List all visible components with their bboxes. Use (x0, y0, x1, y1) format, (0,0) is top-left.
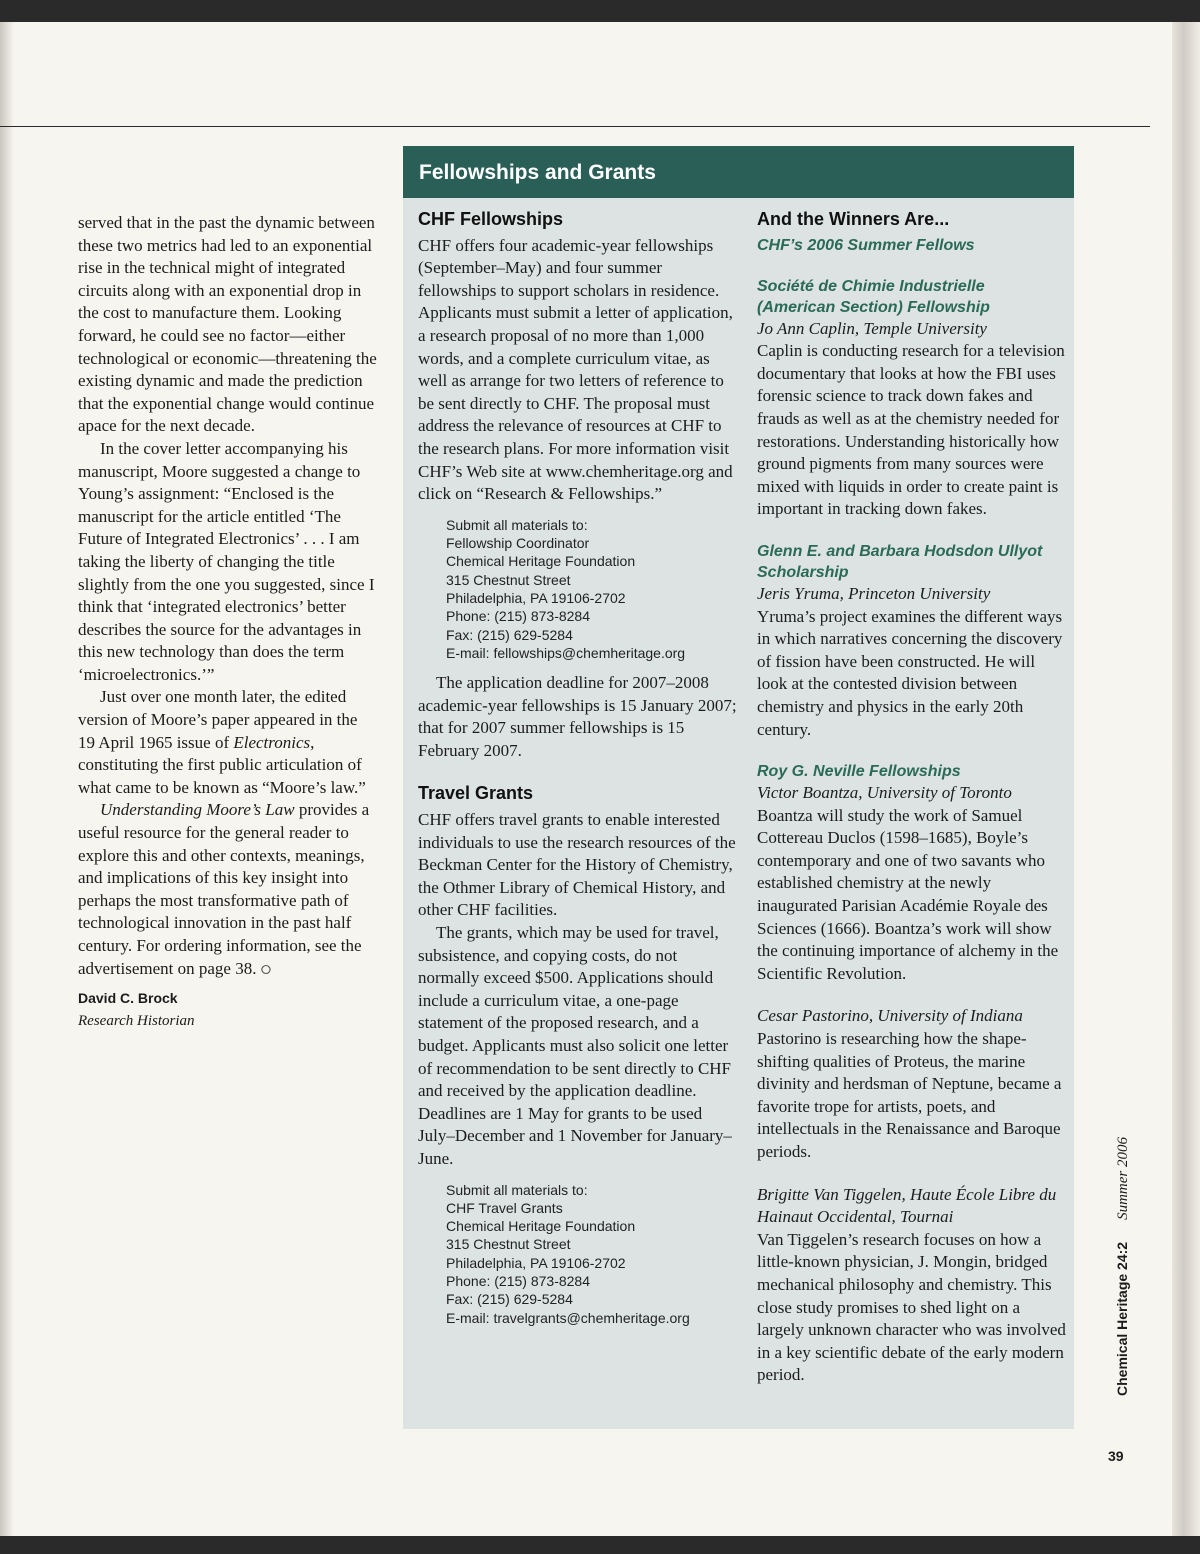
fellow-description: Pastorino is researching how the shape-shifting qualities of Proteus, the marine divinity and herdsman of Neptune, became a favorite trope for artists, poets, and intellectuals in the Renaissance and Baroque periods. (757, 1029, 1062, 1161)
address-line: Fellowship Coordinator (446, 535, 590, 552)
address-line: Chemical Heritage Foundation (446, 1218, 636, 1235)
travel-grants-body: CHF offers travel grants to enable interested individuals to use the research resources of the Beckman Center for the History of Chemistry, the Othmer Library of Chemical History, and other CHF facilities. (418, 810, 736, 920)
address-line: Philadelphia, PA 19106-2702 (446, 1254, 626, 1271)
fellowships-heading: CHF Fellowships (418, 209, 564, 229)
address-line: E-mail: travelgrants@chemheritage.org (446, 1309, 690, 1326)
issue-season: Summer 2006 (1115, 1137, 1131, 1220)
address-line: Submit all materials to: (446, 516, 588, 533)
fellow-description: Boantza will study the work of Samuel Cottereau Duclos (1598–1685), Boyle’s contemporary and one of two savants who established chemistry at the newly inaugurated Parisian Académie Royale des Sciences (1666). Boantza’s work will show the continuing importance of alchemy in the Scientific Revolution. (757, 805, 1059, 983)
article-paragraph: served that in the past the dynamic between these two metrics had led to an exponential rise in the technical might of integrated circuits along with an exponential drop in the cost to manufacture them. Looking forward, he could see no factor—either technological or economic—threatening the existing dynamic and made the prediction that the exponential change would continue apace for the next decade. (78, 213, 377, 436)
publication-title: Electronics (233, 732, 311, 752)
magazine-issue: Chemical Heritage 24:2 (1114, 1241, 1130, 1396)
sidebar-column-left (418, 208, 738, 1337)
header-rule (0, 126, 1150, 127)
address-line: Fax: (215) 629-5284 (446, 1291, 573, 1308)
sidebar-column-right (757, 208, 1067, 1387)
address-line: Chemical Heritage Foundation (446, 553, 636, 570)
article-column (78, 212, 378, 1032)
fellow-name: Brigitte Van Tiggelen, Haute École Libre du Hainaut Occidental, Tournai (757, 1184, 1057, 1227)
article-paragraph (78, 799, 378, 981)
paragraph-text: Just over one month later, the edited version of Moore’s paper appeared in the 19 April 1965 issue of (78, 687, 358, 752)
fellowship-address (446, 516, 738, 662)
running-footer (1098, 1056, 1130, 1396)
book-title: Understanding Moore’s Law (100, 800, 295, 820)
address-line: 315 Chestnut Street (446, 571, 571, 588)
end-of-article-icon: ⭘ (260, 961, 272, 977)
address-line: 315 Chestnut Street (446, 1236, 571, 1253)
address-line: Philadelphia, PA 19106-2702 (446, 589, 626, 606)
paragraph-text: , constituting the first public articulation of what came to be known as “Moore’s law.” (78, 732, 366, 797)
address-line: Fax: (215) 629-5284 (446, 626, 573, 643)
fellowships-body: CHF offers four academic-year fellowships (September–May) and four summer fellowships to support scholars in residence. Applicants must submit a letter of application, a research proposal of no more than 1,000 words, and a complete curriculum vitae, as well as arrange for two letters of reference to be sent directly to CHF. The proposal must address the relevance of resources at CHF to the research plans. For more information visit CHF’s Web site at www.chemheritage.org and click on “Research & Fellowships.” (418, 235, 733, 504)
travel-grants-heading: Travel Grants (418, 783, 534, 804)
article-paragraph (78, 686, 378, 799)
address-line: Phone: (215) 873-8284 (446, 1273, 590, 1290)
spine-shadow (0, 22, 14, 1536)
sidebar-title: Fellowships and Grants (403, 146, 1074, 198)
fellowship-name: Société de Chimie Industrielle (American Section) Fellowship (757, 277, 990, 316)
fellow-description: Caplin is conducting research for a television documentary that looks at how the FBI uses forensic science to track down fakes and frauds as well as at the chemistry needed for restorations. Understanding historically how ground pigments from many sources were mixed with liquids in order to create paint is important in tracking down fakes. (757, 341, 1065, 519)
fellowships-deadline: The application deadline for 2007–2008 academic-year fellowships is 15 January 2007; that for 2007 summer fellowships is 15 February 2007. (418, 673, 737, 760)
paragraph-text: provides a useful resource for the general reader to explore this and other contexts, meanings, and implications of this key insight into perhaps the most transformative path of technological innovation in the past half century. For ordering information, see the advertisement on page 38. (78, 800, 370, 978)
fellowship-name: Roy G. Neville Fellowships (757, 763, 961, 781)
address-line: CHF Travel Grants (446, 1199, 563, 1216)
fellow-name: Cesar Pastorino, University of Indiana (757, 1006, 1023, 1026)
fellow-name: Jo Ann Caplin, Temple University (757, 318, 987, 338)
author-title: Research Historian (78, 1012, 195, 1029)
fellow-name: Jeris Yruma, Princeton University (757, 583, 991, 603)
author-name: David C. Brock (78, 990, 178, 1007)
fellow-name: Victor Boantza, University of Toronto (757, 783, 1012, 803)
address-line: Submit all materials to: (446, 1181, 588, 1198)
page-edge (1172, 22, 1200, 1536)
fellow-description: Van Tiggelen’s research focuses on how a little-known physician, J. Mongin, bridged mechanical philosophy and chemistry. This close study promises to shed light on a largely unknown character who was involved in a key scientific debate of the early modern period. (757, 1229, 1066, 1385)
winners-heading: And the Winners Are... (757, 209, 950, 229)
article-paragraph: In the cover letter accompanying his manuscript, Moore suggested a change to Young’s assignment: “Enclosed is the manuscript for the article entitled ‘The Future of Integrated Electronics’ . . . I am taking the liberty of changing the title slightly from the one you suggested, since I think that ‘integrated electronics’ better describes the source for the advantages in this new technology than does the term ‘microelectronics.’” (78, 438, 375, 684)
travel-grants-body: The grants, which may be used for travel, subsistence, and copying costs, do not normally exceed $500. Applications should include a curriculum vitae, a one-page statement of the proposed research, and a budget. Applicants must also solicit one letter of recommendation to be sent directly to CHF and received by the application deadline. Deadlines are 1 May for grants to be used July–December and 1 November for January–June. (418, 923, 732, 1168)
address-line: E-mail: fellowships@chemheritage.org (446, 644, 686, 661)
page-number: 39 (1108, 1448, 1124, 1464)
fellowships-sidebar (403, 146, 1074, 1429)
winners-subheading: CHF’s 2006 Summer Fellows (757, 236, 975, 254)
fellowship-name: Glenn E. and Barbara Hodsdon Ullyot Scholarship (757, 542, 1043, 581)
travel-grants-address (446, 1181, 738, 1327)
address-line: Phone: (215) 873-8284 (446, 608, 590, 625)
fellow-description: Yruma’s project examines the different ways in which narratives concerning the discovery of fission have been constructed. He will look at the contested division between chemistry and physics in the early 20th century. (757, 606, 1063, 739)
